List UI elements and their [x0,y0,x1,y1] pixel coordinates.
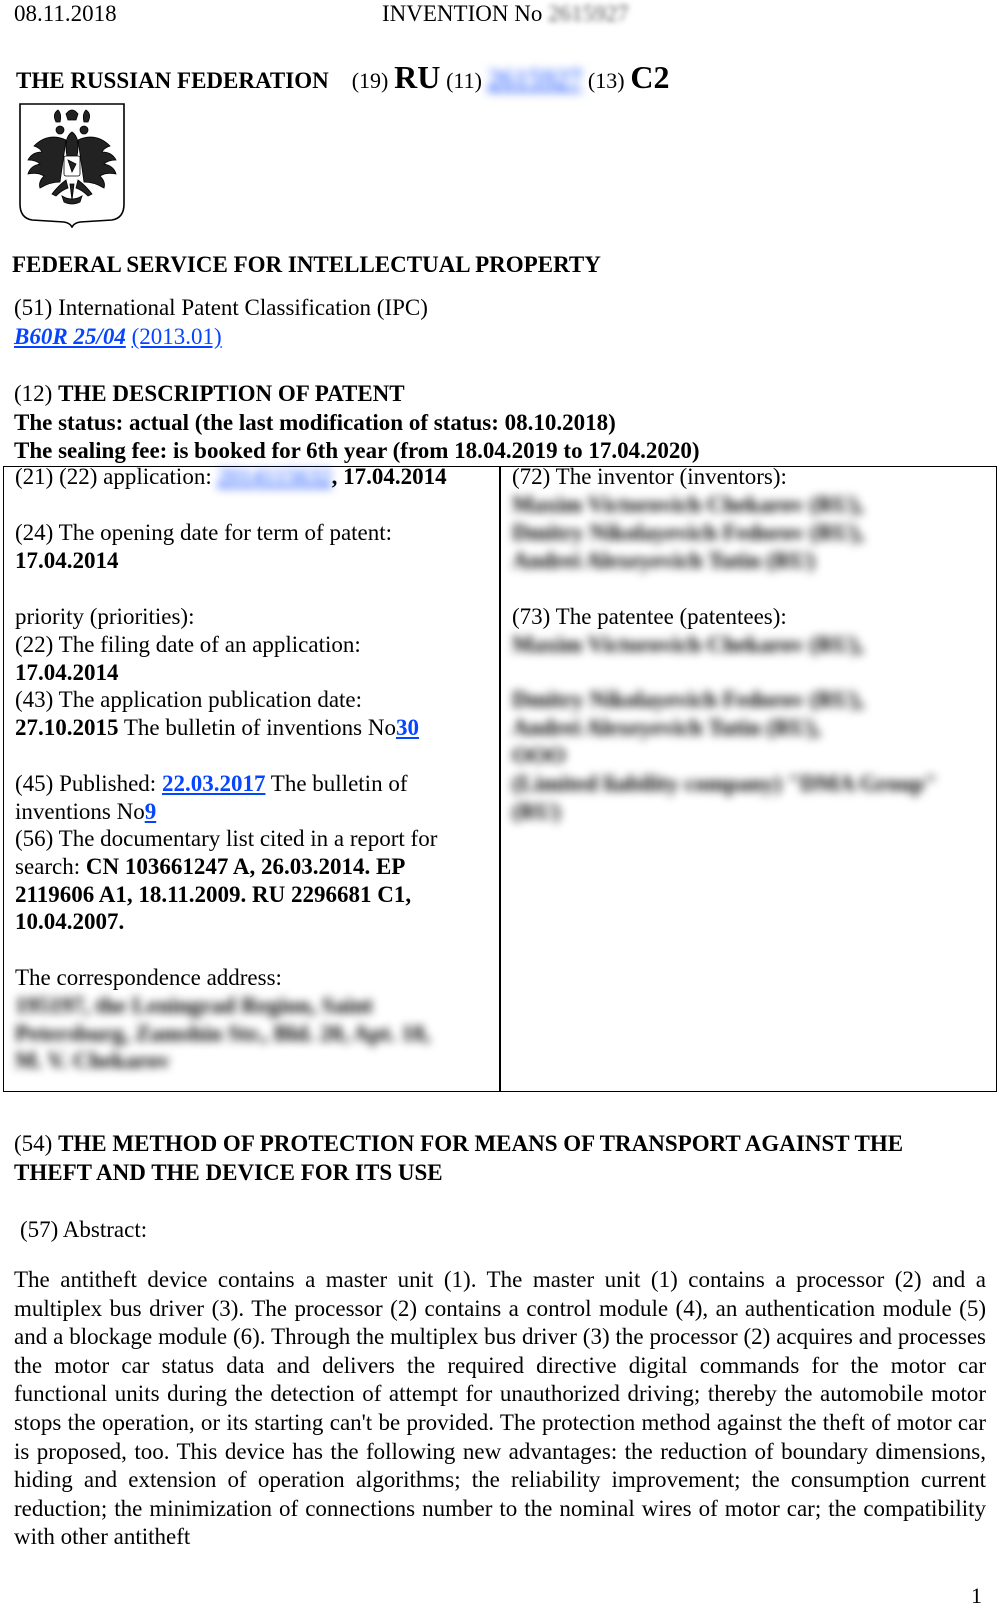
priority-label: priority (priorities): [15,604,195,629]
application-label: (21) (22) application: [15,464,212,489]
patentee-2: Dmitry Nikolayevich Fedorov (RU), [512,687,865,712]
publication-date: 27.10.2015 [15,715,119,740]
inventor-3: Andrei Alexeyevich Tutin (RU) [512,548,816,573]
inventor-2: Dmitry Nikolayevich Fedorov (RU), [512,520,865,545]
status-line: The status: actual (the last modification of status: 08.10.2018) [14,410,616,435]
inventors-label: (72) The inventor (inventors): [512,464,787,489]
cited-line-1 [15,853,405,882]
address-label: The correspondence address: [15,965,282,990]
published-bulletin-line [15,798,156,827]
opening-label: (24) The opening date for term of patent: [15,520,393,545]
invention-title-1: THE METHOD OF PROTECTION FOR MEANS OF TRANSPORT AGAINST THE [58,1131,904,1156]
code-13: (13) [587,68,625,93]
cited-doc-2: 2119606 A1, 18.11.2009. RU 2296681 C1, [15,882,412,907]
address-line-3: M. V. Chekarov [15,1048,170,1073]
application-line [15,463,447,492]
published-bulletin-label-2: inventions No [15,799,145,824]
invention-title-2: THEFT AND THE DEVICE FOR ITS USE [14,1160,443,1185]
cited-doc-1: CN 103661247 A, 26.03.2014. EP [85,854,406,879]
invention-number-header [382,0,629,29]
patentee-6: (RU) [512,799,561,824]
cited-label: (56) The documentary list cited in a report for [15,826,438,851]
code-11: (11) [446,68,482,93]
patentee-1: Maxim Victorovich Chekarov (RU), [512,632,864,657]
country-code: RU [394,59,441,95]
federation-label: THE RUSSIAN FEDERATION [16,68,329,93]
patentees-label: (73) The patentee (patentees): [512,604,787,629]
published-label: (45) Published: [15,771,162,796]
abstract-text: The antitheft device contains a master unit (1). The master unit (1) contains a processor (2) and a multiplex bus driver (3). The processor (2) contains a control module (4), an authentication module (5) and a blockage module (6). Through the multiplex bus driver (3) the processor (2) acquires and processes the motor car status data and delivers the required directive digital commands for the motor car functional units during the detection of attempt for unauthorized driving; thereby the automobile motor stops the operation, or its starting can't be provided. The protection method against the theft of motor car is proposed, too. This device has the following new advantages: the reduction of boundary dimensions, hiding and extension of operation algorithms; the reliability improvement; the consumption current reduction; the minimization of connections number to the nominal wires of motor car; the compatibility with other antitheft [14,1267,986,1550]
invention-prefix: INVENTION No [382,1,543,26]
invention-number-redacted: 2615927 [548,1,629,26]
title-54-line-1 [14,1130,903,1159]
ipc-label: (51) International Patent Classification (IPC) [14,295,428,320]
ipc-line [14,323,222,352]
cited-doc-3: 10.04.2007. [15,909,125,934]
published-bulletin-number-link[interactable]: 9 [144,799,157,824]
application-number-link[interactable]: 2014115632 [217,464,332,489]
published-line [15,770,407,799]
abstract-label: (57) Abstract: [20,1217,148,1242]
table-divider [499,467,501,1091]
sealing-fee-line: The sealing fee: is booked for 6th year (from 18.04.2019 to 17.04.2020) [14,438,700,463]
filing-label: (22) The filing date of an application: [15,632,361,657]
ipc-code-link[interactable]: B60R 25/04 [14,324,126,349]
filing-date: 17.04.2014 [15,660,119,685]
kind-code: C2 [630,59,670,95]
publication-label: (43) The application publication date: [15,687,363,712]
publication-line [15,714,419,743]
code-12: (12) [14,381,53,406]
ipc-version-link[interactable]: (2013.01) [131,324,222,349]
patentee-5: (Limited liability company) "DMA Group" [512,771,938,796]
print-date: 08.11.2018 [14,1,117,26]
bibliographic-table [3,466,997,1092]
bulletin-number-link[interactable]: 30 [395,715,419,740]
code-54: (54) [14,1131,53,1156]
inventor-1: Maxim Victorovich Chekarov (RU), [512,492,864,517]
opening-date: 17.04.2014 [15,548,119,573]
code-19: (19) [351,68,389,93]
bulletin-label: The bulletin of inventions No [118,715,396,740]
address-line-1: 195197, the Leningrad Region, Saint [15,993,373,1018]
federation-line [16,59,670,96]
description-heading [14,380,405,409]
address-line-2: Petersburg, Zamshin Str., Bld. 20, Apt. 18, [15,1021,431,1046]
patentee-3: Andrei Alexeyevich Tutin (RU), [512,715,821,740]
patent-number-link[interactable]: 2615927 [487,64,583,94]
page-number: 1 [971,1583,982,1608]
patentee-4: OOO [512,743,566,768]
coat-of-arms-icon [16,100,128,228]
description-title: THE DESCRIPTION OF PATENT [58,381,405,406]
agency-name: FEDERAL SERVICE FOR INTELLECTUAL PROPERTY [12,252,601,277]
application-date: , 17.04.2014 [331,464,447,489]
published-date-link[interactable]: 22.03.2017 [161,771,266,796]
cited-search-label: search: [15,854,86,879]
published-bulletin-label: The bulletin of [265,771,408,796]
